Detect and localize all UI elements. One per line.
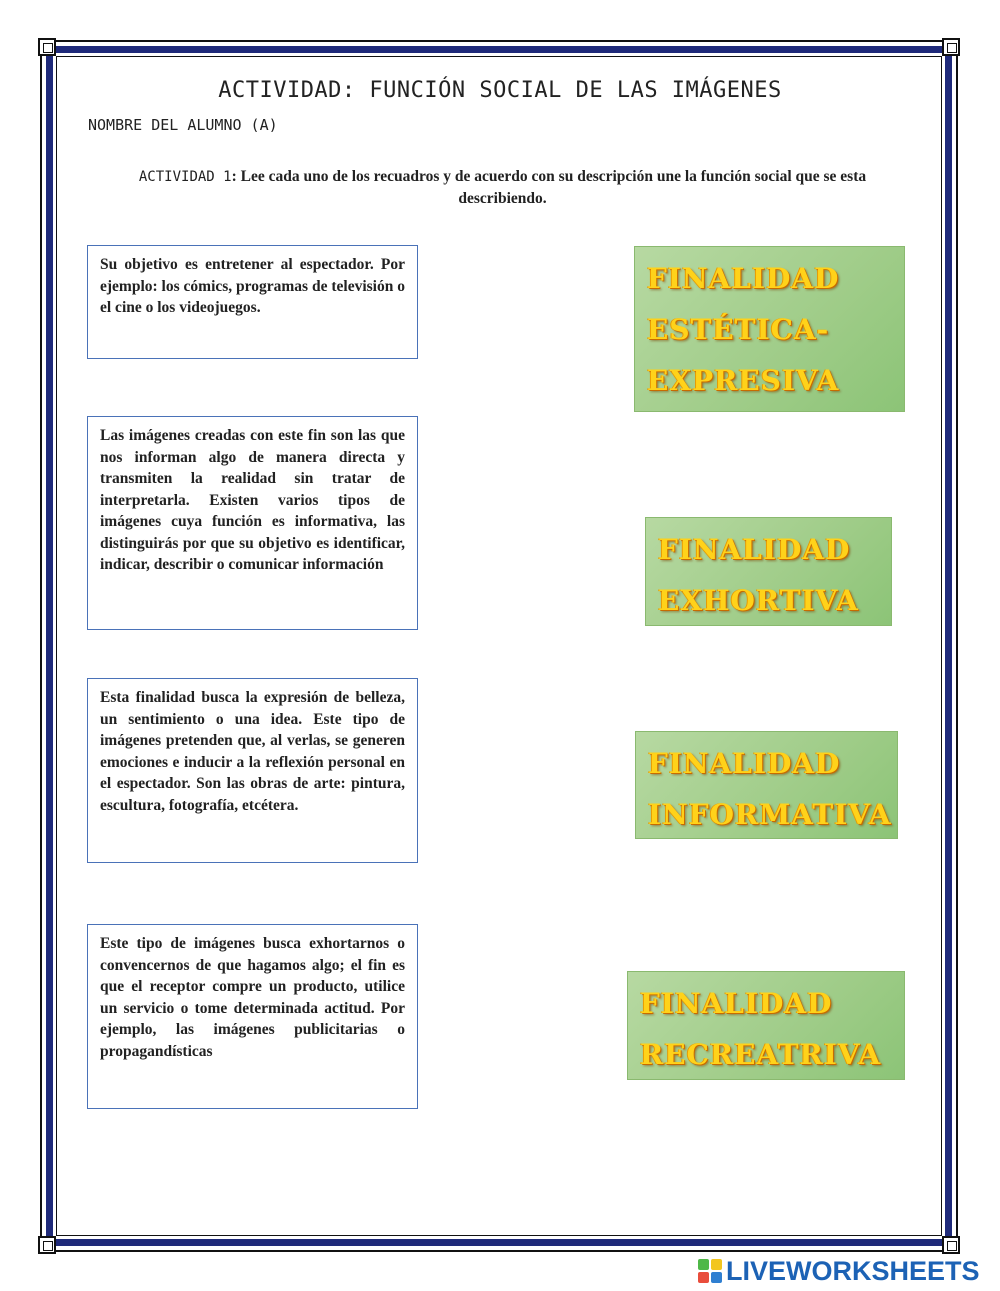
frame-corner-ornament [942,1236,960,1254]
frame-corner-ornament [38,1236,56,1254]
finalidad-line: RECREATRIVA [640,1038,882,1071]
description-box-3[interactable]: Esta finalidad busca la expresión de belleza, un sentimiento o una idea. Este tipo de imágenes pretenden que, al verlas, se generen emociones e inducir a la reflexión personal en el espectador. Son las obras de arte: pintura, escultura, fotografía, etcétera. [87,678,418,863]
finalidad-line: EXPRESIVA [647,364,840,397]
finalidad-line: EXHORTIVA [658,584,859,617]
finalidad-line: ESTÉTICA- [647,313,830,346]
finalidad-box-recreatriva[interactable] [627,971,905,1080]
finalidad-line: FINALIDAD [640,987,833,1020]
description-box-2[interactable]: Las imágenes creadas con este fin son las que nos informan algo de manera directa y transmiten la realidad sin tratar de interpretarla. Existen varios tipos de imágenes cuya función es informativa, las distinguirás por que su objetivo es identificar, indicar, describir o comunicar información [87,416,418,630]
finalidad-box-informativa[interactable] [635,731,898,839]
activity-instructions [95,166,910,210]
activity-instructions-text: : Lee cada uno de los recuadros y de acuerdo con su descripción une la función social que se esta describiendo. [231,168,867,207]
finalidad-box-exhortiva[interactable] [645,517,892,626]
activity-label: ACTIVIDAD 1 [138,169,232,185]
liveworksheets-logo-icon [698,1259,722,1283]
frame-corner-ornament [942,38,960,56]
brand-name: LIVEWORKSHEETS [726,1255,980,1286]
description-box-1[interactable]: Su objetivo es entretener al espectador. Por ejemplo: los cómics, programas de televisión o el cine o los videojuegos. [87,245,418,359]
finalidad-line: FINALIDAD [647,262,840,295]
worksheet-title: ACTIVIDAD: FUNCIÓN SOCIAL DE LAS IMÁGENES [218,78,782,103]
finalidad-box-estetica-expresiva[interactable] [634,246,905,412]
finalidad-line: INFORMATIVA [648,798,892,831]
description-box-4[interactable]: Este tipo de imágenes busca exhortarnos o convencernos de que hagamos algo; el fin es que el receptor compre un producto, utilice un servicio o tome determinada actitud. Por ejemplo, las imágenes publicitarias o propagandísticas [87,924,418,1109]
liveworksheets-brand [698,1257,980,1285]
finalidad-line: FINALIDAD [658,533,851,566]
student-name-label: NOMBRE DEL ALUMNO (A) [88,116,278,134]
finalidad-line: FINALIDAD [648,747,841,780]
frame-corner-ornament [38,38,56,56]
